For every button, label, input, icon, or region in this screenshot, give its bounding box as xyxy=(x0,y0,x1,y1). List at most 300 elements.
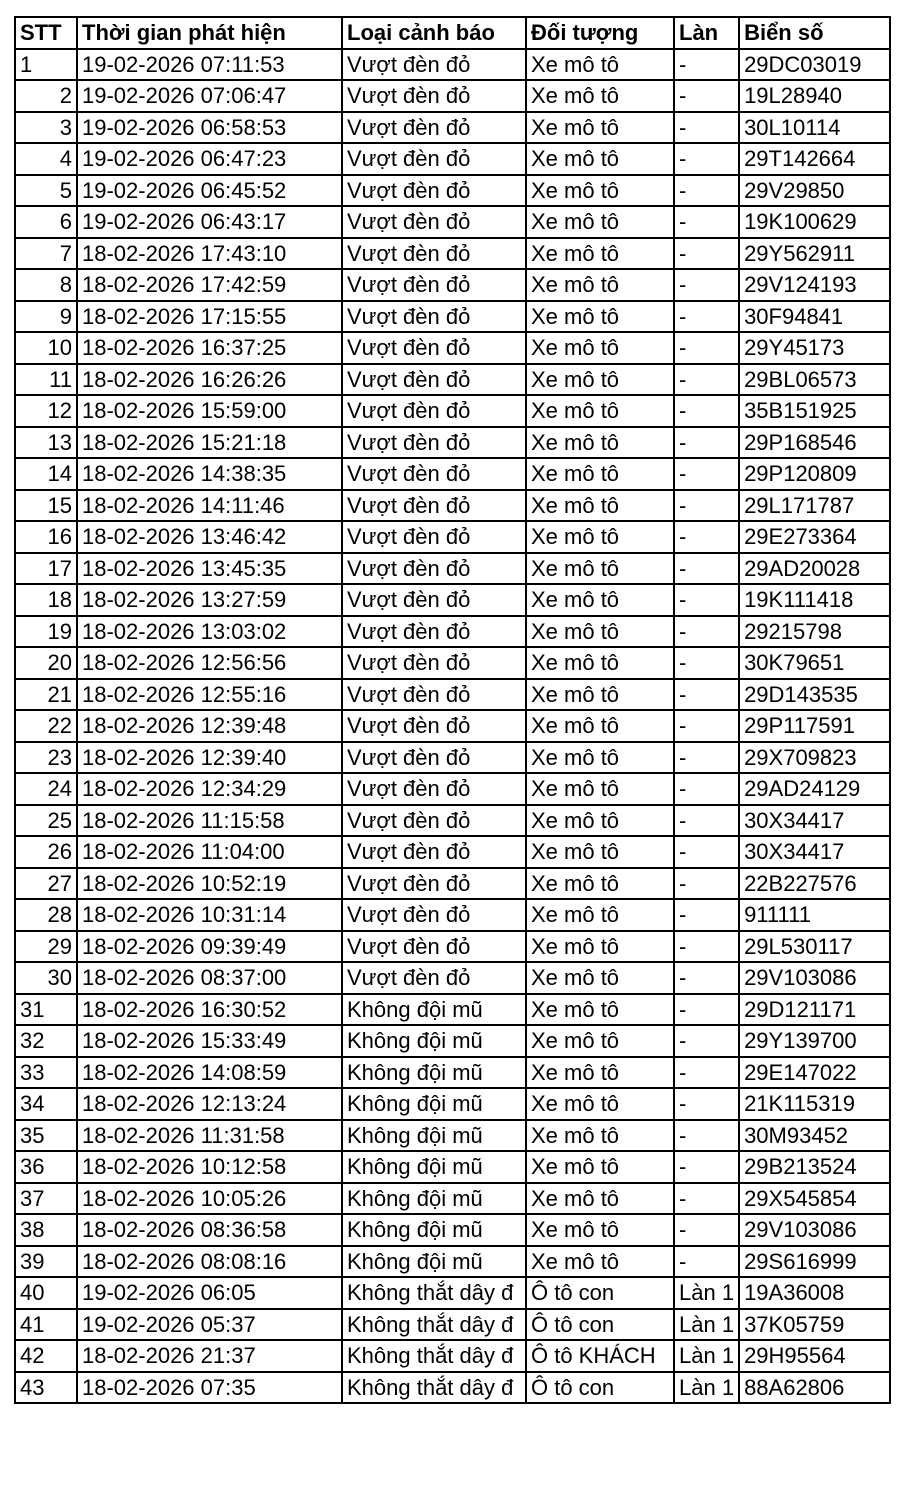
cell-stt: 1 xyxy=(15,49,77,81)
cell-object: Xe mô tô xyxy=(526,206,674,238)
cell-plate: 29E273364 xyxy=(739,521,890,553)
cell-plate: 19K100629 xyxy=(739,206,890,238)
cell-stt: 39 xyxy=(15,1246,77,1278)
cell-time: 18-02-2026 10:05:26 xyxy=(77,1183,342,1215)
cell-stt: 30 xyxy=(15,962,77,994)
cell-object: Xe mô tô xyxy=(526,427,674,459)
cell-time: 18-02-2026 08:08:16 xyxy=(77,1246,342,1278)
cell-stt: 31 xyxy=(15,994,77,1026)
cell-plate: 19K111418 xyxy=(739,584,890,616)
cell-time: 18-02-2026 16:37:25 xyxy=(77,332,342,364)
cell-plate: 29AD24129 xyxy=(739,773,890,805)
cell-object: Xe mô tô xyxy=(526,616,674,648)
table-row xyxy=(15,1183,890,1215)
cell-time: 18-02-2026 12:39:48 xyxy=(77,710,342,742)
cell-object: Xe mô tô xyxy=(526,1151,674,1183)
cell-object: Xe mô tô xyxy=(526,143,674,175)
table-row xyxy=(15,395,890,427)
cell-plate: 29V103086 xyxy=(739,1214,890,1246)
table-row xyxy=(15,206,890,238)
cell-plate: 29Y139700 xyxy=(739,1025,890,1057)
cell-time: 19-02-2026 06:47:23 xyxy=(77,143,342,175)
cell-type: Không thắt dây đ xyxy=(342,1372,526,1404)
cell-plate: 30L10114 xyxy=(739,112,890,144)
cell-type: Vượt đèn đỏ xyxy=(342,112,526,144)
cell-type: Vượt đèn đỏ xyxy=(342,49,526,81)
cell-lane: - xyxy=(674,584,739,616)
cell-object: Xe mô tô xyxy=(526,49,674,81)
cell-object: Xe mô tô xyxy=(526,1057,674,1089)
cell-plate: 29X709823 xyxy=(739,742,890,774)
cell-lane: Làn 1 xyxy=(674,1340,739,1372)
cell-plate: 29DC03019 xyxy=(739,49,890,81)
cell-type: Không đội mũ xyxy=(342,994,526,1026)
cell-stt: 19 xyxy=(15,616,77,648)
cell-type: Vượt đèn đỏ xyxy=(342,553,526,585)
cell-plate: 29V124193 xyxy=(739,269,890,301)
table-row xyxy=(15,1025,890,1057)
cell-lane: - xyxy=(674,238,739,270)
table-body xyxy=(15,49,890,1404)
cell-type: Vượt đèn đỏ xyxy=(342,805,526,837)
table-row xyxy=(15,1088,890,1120)
cell-type: Vượt đèn đỏ xyxy=(342,206,526,238)
cell-lane: - xyxy=(674,1025,739,1057)
cell-type: Không thắt dây đ xyxy=(342,1277,526,1309)
cell-stt: 6 xyxy=(15,206,77,238)
cell-lane: - xyxy=(674,1151,739,1183)
cell-plate: 29BL06573 xyxy=(739,364,890,396)
cell-stt: 16 xyxy=(15,521,77,553)
table-row xyxy=(15,647,890,679)
cell-object: Xe mô tô xyxy=(526,1214,674,1246)
cell-lane: - xyxy=(674,458,739,490)
cell-object: Xe mô tô xyxy=(526,710,674,742)
header-object: Đối tượng xyxy=(526,17,674,49)
cell-plate: 30X34417 xyxy=(739,805,890,837)
cell-type: Vượt đèn đỏ xyxy=(342,332,526,364)
cell-object: Xe mô tô xyxy=(526,1183,674,1215)
cell-plate: 29215798 xyxy=(739,616,890,648)
cell-type: Không đội mũ xyxy=(342,1088,526,1120)
cell-stt: 42 xyxy=(15,1340,77,1372)
table-row xyxy=(15,238,890,270)
cell-object: Xe mô tô xyxy=(526,1088,674,1120)
header-stt: STT xyxy=(15,17,77,49)
cell-lane: - xyxy=(674,868,739,900)
cell-object: Xe mô tô xyxy=(526,679,674,711)
cell-lane: - xyxy=(674,679,739,711)
cell-plate: 30K79651 xyxy=(739,647,890,679)
cell-stt: 3 xyxy=(15,112,77,144)
cell-stt: 11 xyxy=(15,364,77,396)
cell-object: Xe mô tô xyxy=(526,584,674,616)
cell-type: Vượt đèn đỏ xyxy=(342,710,526,742)
cell-plate: 911111 xyxy=(739,899,890,931)
cell-time: 18-02-2026 14:38:35 xyxy=(77,458,342,490)
cell-plate: 30M93452 xyxy=(739,1120,890,1152)
cell-stt: 5 xyxy=(15,175,77,207)
cell-type: Vượt đèn đỏ xyxy=(342,427,526,459)
cell-lane: - xyxy=(674,1057,739,1089)
cell-plate: 21K115319 xyxy=(739,1088,890,1120)
cell-time: 18-02-2026 13:27:59 xyxy=(77,584,342,616)
cell-stt: 26 xyxy=(15,836,77,868)
table-row xyxy=(15,710,890,742)
cell-type: Vượt đèn đỏ xyxy=(342,868,526,900)
cell-lane: - xyxy=(674,364,739,396)
cell-type: Không thắt dây đ xyxy=(342,1309,526,1341)
cell-type: Vượt đèn đỏ xyxy=(342,175,526,207)
cell-stt: 33 xyxy=(15,1057,77,1089)
cell-object: Xe mô tô xyxy=(526,899,674,931)
table-row xyxy=(15,175,890,207)
cell-lane: - xyxy=(674,773,739,805)
cell-type: Vượt đèn đỏ xyxy=(342,521,526,553)
cell-plate: 88A62806 xyxy=(739,1372,890,1404)
cell-stt: 7 xyxy=(15,238,77,270)
cell-type: Không đội mũ xyxy=(342,1183,526,1215)
header-time: Thời gian phát hiện xyxy=(77,17,342,49)
cell-type: Không đội mũ xyxy=(342,1214,526,1246)
cell-plate: 29Y562911 xyxy=(739,238,890,270)
cell-type: Vượt đèn đỏ xyxy=(342,962,526,994)
table-row xyxy=(15,112,890,144)
table-row xyxy=(15,427,890,459)
cell-object: Xe mô tô xyxy=(526,521,674,553)
cell-type: Vượt đèn đỏ xyxy=(342,364,526,396)
cell-type: Không đội mũ xyxy=(342,1057,526,1089)
cell-stt: 8 xyxy=(15,269,77,301)
cell-time: 18-02-2026 12:13:24 xyxy=(77,1088,342,1120)
cell-stt: 4 xyxy=(15,143,77,175)
cell-type: Không đội mũ xyxy=(342,1246,526,1278)
cell-plate: 29H95564 xyxy=(739,1340,890,1372)
cell-time: 18-02-2026 13:45:35 xyxy=(77,553,342,585)
cell-time: 18-02-2026 10:52:19 xyxy=(77,868,342,900)
table-row xyxy=(15,868,890,900)
cell-stt: 34 xyxy=(15,1088,77,1120)
cell-stt: 37 xyxy=(15,1183,77,1215)
table-row xyxy=(15,269,890,301)
cell-plate: 29E147022 xyxy=(739,1057,890,1089)
cell-lane: - xyxy=(674,1246,739,1278)
cell-stt: 36 xyxy=(15,1151,77,1183)
cell-lane: - xyxy=(674,490,739,522)
cell-time: 18-02-2026 16:30:52 xyxy=(77,994,342,1026)
cell-object: Xe mô tô xyxy=(526,332,674,364)
cell-time: 19-02-2026 06:45:52 xyxy=(77,175,342,207)
cell-stt: 28 xyxy=(15,899,77,931)
cell-object: Ô tô con xyxy=(526,1309,674,1341)
cell-object: Xe mô tô xyxy=(526,269,674,301)
table-row xyxy=(15,332,890,364)
cell-lane: - xyxy=(674,395,739,427)
cell-plate: 19A36008 xyxy=(739,1277,890,1309)
table-row xyxy=(15,1120,890,1152)
table-row xyxy=(15,1277,890,1309)
cell-lane: - xyxy=(674,899,739,931)
table-row xyxy=(15,584,890,616)
cell-lane: - xyxy=(674,931,739,963)
cell-type: Không đội mũ xyxy=(342,1025,526,1057)
cell-object: Ô tô con xyxy=(526,1277,674,1309)
cell-type: Không đội mũ xyxy=(342,1151,526,1183)
cell-object: Ô tô con xyxy=(526,1372,674,1404)
cell-plate: 29S616999 xyxy=(739,1246,890,1278)
cell-time: 18-02-2026 11:04:00 xyxy=(77,836,342,868)
cell-type: Vượt đèn đỏ xyxy=(342,584,526,616)
cell-time: 18-02-2026 14:11:46 xyxy=(77,490,342,522)
cell-lane: - xyxy=(674,1214,739,1246)
cell-time: 18-02-2026 07:35 xyxy=(77,1372,342,1404)
cell-object: Xe mô tô xyxy=(526,962,674,994)
cell-stt: 40 xyxy=(15,1277,77,1309)
cell-stt: 29 xyxy=(15,931,77,963)
cell-object: Xe mô tô xyxy=(526,175,674,207)
cell-object: Xe mô tô xyxy=(526,364,674,396)
cell-object: Xe mô tô xyxy=(526,238,674,270)
cell-time: 18-02-2026 17:43:10 xyxy=(77,238,342,270)
cell-stt: 24 xyxy=(15,773,77,805)
cell-plate: 29V29850 xyxy=(739,175,890,207)
cell-object: Xe mô tô xyxy=(526,836,674,868)
cell-object: Xe mô tô xyxy=(526,112,674,144)
cell-lane: - xyxy=(674,1120,739,1152)
cell-stt: 23 xyxy=(15,742,77,774)
table-row xyxy=(15,1340,890,1372)
cell-object: Xe mô tô xyxy=(526,773,674,805)
cell-time: 18-02-2026 15:59:00 xyxy=(77,395,342,427)
cell-lane: - xyxy=(674,742,739,774)
cell-time: 19-02-2026 07:11:53 xyxy=(77,49,342,81)
cell-object: Xe mô tô xyxy=(526,742,674,774)
cell-type: Vượt đèn đỏ xyxy=(342,679,526,711)
table-row xyxy=(15,616,890,648)
cell-plate: 29B213524 xyxy=(739,1151,890,1183)
cell-object: Xe mô tô xyxy=(526,553,674,585)
cell-lane: - xyxy=(674,49,739,81)
cell-time: 18-02-2026 15:33:49 xyxy=(77,1025,342,1057)
cell-time: 19-02-2026 06:43:17 xyxy=(77,206,342,238)
cell-time: 18-02-2026 12:55:16 xyxy=(77,679,342,711)
cell-time: 18-02-2026 08:37:00 xyxy=(77,962,342,994)
cell-type: Vượt đèn đỏ xyxy=(342,395,526,427)
table-row xyxy=(15,301,890,333)
cell-object: Xe mô tô xyxy=(526,1246,674,1278)
cell-type: Vượt đèn đỏ xyxy=(342,773,526,805)
cell-lane: - xyxy=(674,521,739,553)
cell-lane: - xyxy=(674,427,739,459)
table-row xyxy=(15,1309,890,1341)
cell-type: Vượt đèn đỏ xyxy=(342,301,526,333)
cell-lane: - xyxy=(674,553,739,585)
cell-stt: 38 xyxy=(15,1214,77,1246)
cell-type: Vượt đèn đỏ xyxy=(342,616,526,648)
cell-object: Xe mô tô xyxy=(526,458,674,490)
cell-lane: - xyxy=(674,710,739,742)
cell-time: 18-02-2026 21:37 xyxy=(77,1340,342,1372)
cell-time: 19-02-2026 06:58:53 xyxy=(77,112,342,144)
table-row xyxy=(15,931,890,963)
cell-type: Vượt đèn đỏ xyxy=(342,269,526,301)
cell-stt: 20 xyxy=(15,647,77,679)
cell-object: Xe mô tô xyxy=(526,80,674,112)
cell-stt: 18 xyxy=(15,584,77,616)
cell-time: 18-02-2026 10:12:58 xyxy=(77,1151,342,1183)
table-row xyxy=(15,1214,890,1246)
cell-time: 18-02-2026 11:15:58 xyxy=(77,805,342,837)
cell-lane: - xyxy=(674,112,739,144)
cell-type: Vượt đèn đỏ xyxy=(342,490,526,522)
table-row xyxy=(15,1057,890,1089)
cell-time: 18-02-2026 12:39:40 xyxy=(77,742,342,774)
cell-lane: - xyxy=(674,175,739,207)
cell-lane: - xyxy=(674,269,739,301)
table-row xyxy=(15,364,890,396)
cell-time: 18-02-2026 09:39:49 xyxy=(77,931,342,963)
cell-type: Vượt đèn đỏ xyxy=(342,836,526,868)
cell-lane: - xyxy=(674,206,739,238)
table-row xyxy=(15,1151,890,1183)
cell-lane: - xyxy=(674,1088,739,1120)
cell-plate: 29L530117 xyxy=(739,931,890,963)
cell-type: Vượt đèn đỏ xyxy=(342,80,526,112)
cell-time: 18-02-2026 13:46:42 xyxy=(77,521,342,553)
cell-lane: - xyxy=(674,616,739,648)
cell-type: Vượt đèn đỏ xyxy=(342,899,526,931)
cell-time: 18-02-2026 11:31:58 xyxy=(77,1120,342,1152)
table-row xyxy=(15,490,890,522)
header-row xyxy=(15,17,890,49)
cell-plate: 29T142664 xyxy=(739,143,890,175)
table-row xyxy=(15,836,890,868)
cell-plate: 29AD20028 xyxy=(739,553,890,585)
cell-time: 18-02-2026 08:36:58 xyxy=(77,1214,342,1246)
cell-plate: 37K05759 xyxy=(739,1309,890,1341)
table-row xyxy=(15,805,890,837)
cell-object: Xe mô tô xyxy=(526,1025,674,1057)
cell-object: Xe mô tô xyxy=(526,931,674,963)
cell-plate: 30X34417 xyxy=(739,836,890,868)
cell-time: 18-02-2026 13:03:02 xyxy=(77,616,342,648)
cell-stt: 35 xyxy=(15,1120,77,1152)
cell-object: Xe mô tô xyxy=(526,994,674,1026)
cell-stt: 25 xyxy=(15,805,77,837)
cell-object: Xe mô tô xyxy=(526,490,674,522)
table-row xyxy=(15,521,890,553)
cell-lane: - xyxy=(674,805,739,837)
table-row xyxy=(15,742,890,774)
cell-type: Không thắt dây đ xyxy=(342,1340,526,1372)
violation-table xyxy=(14,16,891,1404)
cell-stt: 22 xyxy=(15,710,77,742)
cell-time: 18-02-2026 12:56:56 xyxy=(77,647,342,679)
cell-lane: Làn 1 xyxy=(674,1372,739,1404)
cell-type: Vượt đèn đỏ xyxy=(342,238,526,270)
cell-type: Vượt đèn đỏ xyxy=(342,143,526,175)
cell-stt: 14 xyxy=(15,458,77,490)
table-row xyxy=(15,1372,890,1404)
cell-plate: 29V103086 xyxy=(739,962,890,994)
cell-time: 19-02-2026 05:37 xyxy=(77,1309,342,1341)
cell-time: 18-02-2026 16:26:26 xyxy=(77,364,342,396)
cell-lane: - xyxy=(674,994,739,1026)
cell-lane: - xyxy=(674,962,739,994)
cell-object: Xe mô tô xyxy=(526,1120,674,1152)
table-row xyxy=(15,773,890,805)
cell-object: Xe mô tô xyxy=(526,868,674,900)
cell-lane: - xyxy=(674,836,739,868)
cell-plate: 35B151925 xyxy=(739,395,890,427)
cell-time: 18-02-2026 17:42:59 xyxy=(77,269,342,301)
cell-plate: 29P168546 xyxy=(739,427,890,459)
cell-plate: 29D121171 xyxy=(739,994,890,1026)
cell-stt: 17 xyxy=(15,553,77,585)
cell-lane: - xyxy=(674,80,739,112)
cell-plate: 22B227576 xyxy=(739,868,890,900)
cell-object: Xe mô tô xyxy=(526,301,674,333)
cell-object: Xe mô tô xyxy=(526,805,674,837)
table-row xyxy=(15,143,890,175)
cell-lane: - xyxy=(674,647,739,679)
table-row xyxy=(15,458,890,490)
table-row xyxy=(15,80,890,112)
table-row xyxy=(15,1246,890,1278)
cell-time: 18-02-2026 12:34:29 xyxy=(77,773,342,805)
cell-stt: 27 xyxy=(15,868,77,900)
cell-plate: 29P120809 xyxy=(739,458,890,490)
cell-lane: - xyxy=(674,301,739,333)
cell-stt: 13 xyxy=(15,427,77,459)
cell-type: Vượt đèn đỏ xyxy=(342,458,526,490)
cell-stt: 32 xyxy=(15,1025,77,1057)
cell-lane: - xyxy=(674,143,739,175)
cell-stt: 41 xyxy=(15,1309,77,1341)
cell-stt: 43 xyxy=(15,1372,77,1404)
cell-plate: 29L171787 xyxy=(739,490,890,522)
cell-stt: 10 xyxy=(15,332,77,364)
table-row xyxy=(15,962,890,994)
cell-time: 18-02-2026 14:08:59 xyxy=(77,1057,342,1089)
cell-object: Ô tô KHÁCH xyxy=(526,1340,674,1372)
cell-lane: - xyxy=(674,332,739,364)
cell-lane: Làn 1 xyxy=(674,1277,739,1309)
header-type: Loại cảnh báo xyxy=(342,17,526,49)
table-row xyxy=(15,679,890,711)
table-row xyxy=(15,49,890,81)
cell-time: 19-02-2026 07:06:47 xyxy=(77,80,342,112)
header-lane: Làn xyxy=(674,17,739,49)
cell-plate: 29Y45173 xyxy=(739,332,890,364)
cell-stt: 9 xyxy=(15,301,77,333)
cell-time: 18-02-2026 10:31:14 xyxy=(77,899,342,931)
cell-plate: 19L28940 xyxy=(739,80,890,112)
cell-plate: 29P117591 xyxy=(739,710,890,742)
cell-object: Xe mô tô xyxy=(526,647,674,679)
cell-lane: Làn 1 xyxy=(674,1309,739,1341)
cell-object: Xe mô tô xyxy=(526,395,674,427)
table-row xyxy=(15,994,890,1026)
cell-type: Vượt đèn đỏ xyxy=(342,647,526,679)
cell-stt: 12 xyxy=(15,395,77,427)
cell-stt: 21 xyxy=(15,679,77,711)
cell-type: Vượt đèn đỏ xyxy=(342,931,526,963)
cell-type: Vượt đèn đỏ xyxy=(342,742,526,774)
cell-stt: 15 xyxy=(15,490,77,522)
table-row xyxy=(15,553,890,585)
cell-lane: - xyxy=(674,1183,739,1215)
